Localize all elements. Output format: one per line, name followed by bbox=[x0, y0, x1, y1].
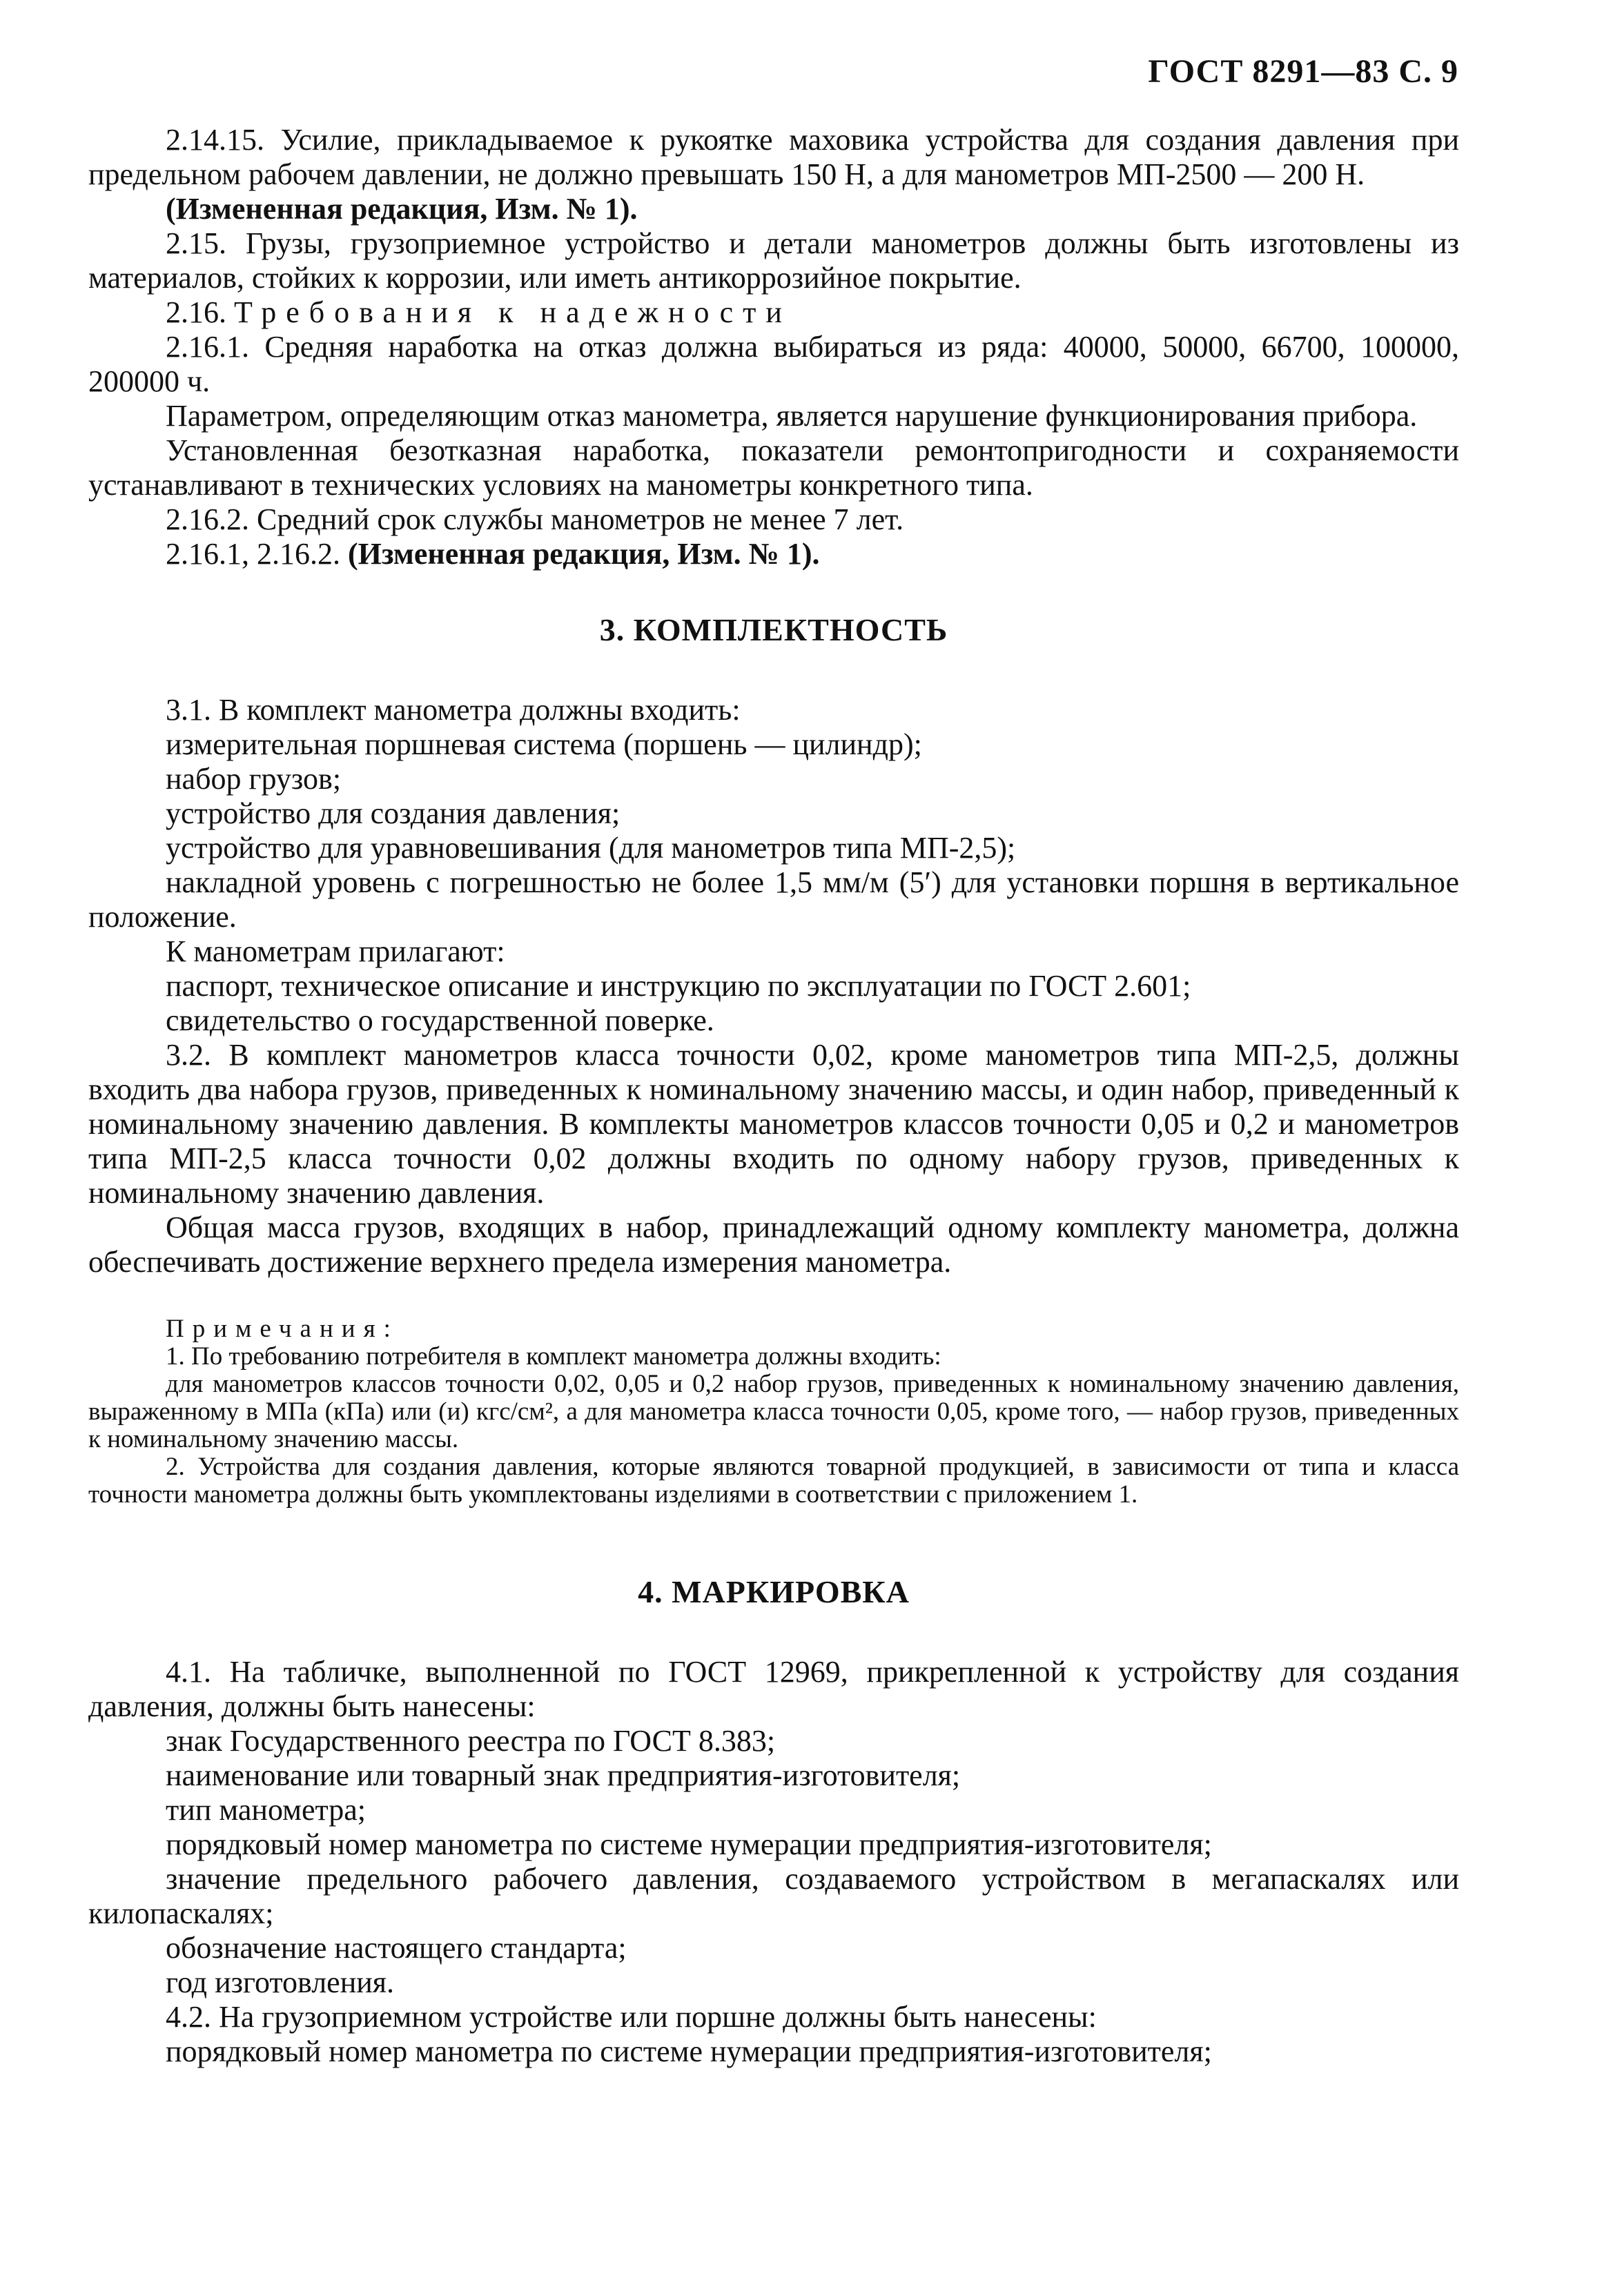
paragraph-4-2: 4.2. На грузоприемном устройстве или поршне должны быть нанесены: bbox=[166, 2000, 1097, 2034]
paragraph-3-2: 3.2. В комплект манометров класса точности 0,02, кроме манометров типа МП-2,5, должны входить два набора грузов, приведенных к номинальному значению массы, и один набор, приведенный к номинальному значению давления. В комплекты манометров классов точности 0,05 и 0,2 и манометров типа МП-2,5 класса точности 0,02 должны входить по одному набору грузов, приведенных к номинальному значению давления. bbox=[88, 1038, 1459, 1210]
list-item: год изготовления. bbox=[166, 1965, 395, 1999]
paragraph-failure-param: Параметром, определяющим отказ манометра, является нарушение функционирования прибора. bbox=[166, 399, 1418, 433]
change-note: (Измененная редакция, Изм. № 1). bbox=[166, 192, 638, 226]
page-header: ГОСТ 8291—83 С. 9 bbox=[1148, 53, 1458, 90]
paragraph-total-mass: Общая масса грузов, входящих в набор, принадлежащий одному комплекту манометра, должна обеспечивать достижение верхнего предела измерения манометра. bbox=[88, 1210, 1459, 1279]
section-heading-3: 3. КОМПЛЕКТНОСТЬ bbox=[599, 612, 948, 647]
notes-title: Примечания: bbox=[166, 1315, 399, 1343]
document-body bbox=[88, 123, 1459, 2069]
note-2: 2. Устройства для создания давления, которые являются товарной продукцией, в зависимости от типа и класса точности манометра должны быть укомплектованы изделиями в соответствии с приложением 1. bbox=[88, 1453, 1459, 1509]
list-item: набор грузов; bbox=[166, 762, 342, 796]
list-item: свидетельство о государственной поверке. bbox=[166, 1003, 714, 1037]
paragraph-attached: К манометрам прилагают: bbox=[166, 934, 505, 968]
list-item: устройство для уравновешивания (для манометров типа МП-2,5); bbox=[166, 831, 1016, 865]
paragraph-2-16-1: 2.16.1. Средняя наработка на отказ должна выбираться из ряда: 40000, 50000, 66700, 100000, 200000 ч. bbox=[88, 330, 1459, 398]
clause-number: 2.16. bbox=[166, 295, 234, 329]
list-item: устройство для создания давления; bbox=[166, 796, 621, 830]
paragraph-3-1: 3.1. В комплект манометра должны входить: bbox=[166, 693, 741, 727]
list-item: значение предельного рабочего давления, создаваемого устройством в мегапаскалях или килопаскалях; bbox=[88, 1862, 1459, 1930]
list-item: знак Государственного реестра по ГОСТ 8.383; bbox=[166, 1724, 776, 1758]
section-heading-4: 4. МАРКИРОВКА bbox=[638, 1574, 910, 1609]
paragraph-4-1: 4.1. На табличке, выполненной по ГОСТ 12969, прикрепленной к устройству для создания давления, должны быть нанесены: bbox=[88, 1655, 1459, 1723]
list-item: обозначение настоящего стандарта; bbox=[166, 1931, 627, 1965]
paragraph-reliability: Установленная безотказная наработка, показатели ремонтопригодности и сохраняемости устанавливают в технических условиях на манометры конкретного типа. bbox=[88, 433, 1459, 502]
note-1-detail: для манометров классов точности 0,02, 0,05 и 0,2 набор грузов, приведенных к номинальному значению давления, выраженному в МПа (кПа) или (и) кгс/см², а для манометра класса точности 0,05, кроме того, — набор грузов, приведенных к номинальному значению массы. bbox=[88, 1370, 1459, 1453]
paragraph-2-16 bbox=[88, 295, 1459, 330]
change-note-text: (Измененная редакция, Изм. № 1). bbox=[348, 537, 820, 571]
paragraph-2-16-2: 2.16.2. Средний срок службы манометров не менее 7 лет. bbox=[166, 502, 904, 536]
notes-block bbox=[88, 1315, 1459, 1509]
change-note-2-16 bbox=[88, 537, 1459, 571]
list-item: паспорт, техническое описание и инструкцию по эксплуатации по ГОСТ 2.601; bbox=[166, 969, 1191, 1003]
list-item: наименование или товарный знак предприятия-изготовителя; bbox=[166, 1758, 961, 1792]
list-item: порядковый номер манометра по системе нумерации предприятия-изготовителя; bbox=[166, 2034, 1212, 2068]
clause-title: Требования к надежности bbox=[234, 295, 792, 329]
list-item: порядковый номер манометра по системе нумерации предприятия-изготовителя; bbox=[166, 1827, 1212, 1861]
list-item: накладной уровень с погрешностью не более 1,5 мм/м (5′) для установки поршня в вертикальное положение. bbox=[88, 865, 1459, 934]
paragraph-2-15: 2.15. Грузы, грузоприемное устройство и детали манометров должны быть изготовлены из материалов, стойких к коррозии, или иметь антикоррозийное покрытие. bbox=[88, 226, 1459, 295]
list-item: измерительная поршневая система (поршень — цилиндр); bbox=[166, 727, 922, 761]
list-item: тип манометра; bbox=[166, 1793, 366, 1827]
paragraph-2-14-15: 2.14.15. Усилие, прикладываемое к рукоятке маховика устройства для создания давления при предельном рабочем давлении, не должно превышать 150 Н, а для манометров МП-2500 — 200 Н. bbox=[88, 123, 1459, 191]
clause-refs: 2.16.1, 2.16.2. bbox=[166, 537, 348, 571]
note-1: 1. По требованию потребителя в комплект манометра должны входить: bbox=[166, 1342, 941, 1371]
